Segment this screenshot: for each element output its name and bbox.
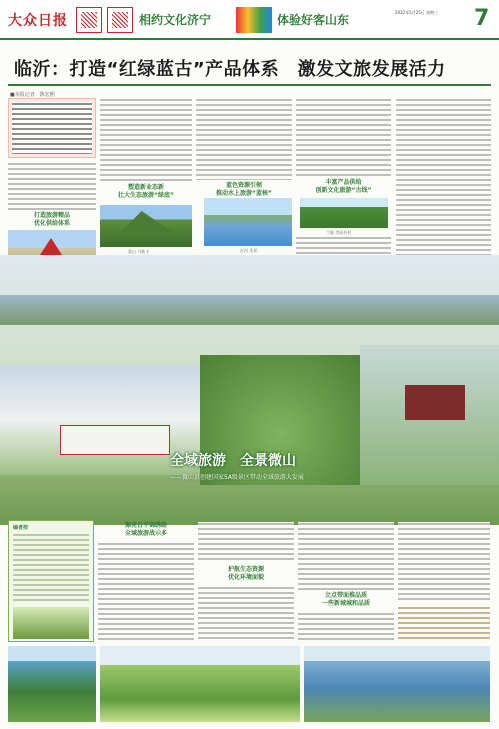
page-headline: 临沂：打造“红绿蓝古”产品体系 激发文旅发展活力: [14, 59, 446, 80]
body-text: [298, 522, 394, 590]
slogan-left: 相约文化济宁: [139, 13, 212, 27]
photo-caption: 兰陵 美丽乡村: [326, 230, 352, 235]
body-text: [398, 522, 490, 602]
photo-field: [13, 607, 89, 639]
body-text: [196, 98, 292, 180]
lead-box: [8, 98, 96, 158]
banner-title: 全域旅游 全景微山: [170, 453, 296, 469]
page-number: 7: [474, 6, 490, 31]
editor-note-label: 编者按: [13, 525, 29, 531]
byline: ■本报记者 陈宏熙: [10, 92, 55, 98]
photo-village: [300, 198, 388, 228]
subhead: 丰富产品供给 创新文化旅游“古线”: [315, 179, 372, 194]
qr-code-icon: [76, 7, 102, 33]
body-text: [98, 542, 194, 642]
body-text: [296, 98, 391, 178]
body-text: [198, 522, 294, 562]
photo-lotus-field: [100, 646, 300, 722]
body-text: [198, 586, 294, 642]
headline-rule: [8, 84, 491, 86]
info-list: [398, 606, 490, 642]
body-text: [298, 612, 394, 642]
paper-logo: 大众日报: [8, 13, 68, 29]
slogan-right: 体验好客山东: [277, 13, 350, 27]
body-text: [8, 162, 96, 212]
body-text: [100, 98, 192, 182]
editor-note-box: [8, 520, 94, 642]
subhead: 蓝色资源引领 推动水上旅游“蓝核”: [216, 182, 272, 197]
banner-photo: [0, 255, 499, 525]
subhead: 立点带面推品质 一些新城城和品质: [321, 592, 370, 607]
subhead: 打造旅游精品 优化供给体系: [33, 212, 70, 227]
photo-caption: 蒙山 马蚨卡: [128, 249, 150, 254]
photo-caption: 沂河 美景: [240, 248, 258, 253]
photo-wetland: [8, 646, 96, 722]
qr-code-icon: [107, 7, 133, 33]
subhead: 塑造新业态新 壮大生态旅游“绿底”: [118, 184, 174, 199]
culture-logo: [236, 7, 272, 33]
photo-river: [204, 198, 292, 246]
subhead: 护航生态资源 优化环境面貌: [227, 566, 264, 581]
subhead: 擦亮台平锦绣路 全域旅游战示多: [124, 522, 167, 537]
banner-subtitle: ——微山县创建国家5A级景区带动全域旅游大发展: [170, 474, 304, 481]
dateline: 2022年5月25日 星期三: [395, 10, 439, 15]
photo-mountain: [100, 205, 192, 247]
photo-lake: [304, 646, 490, 722]
